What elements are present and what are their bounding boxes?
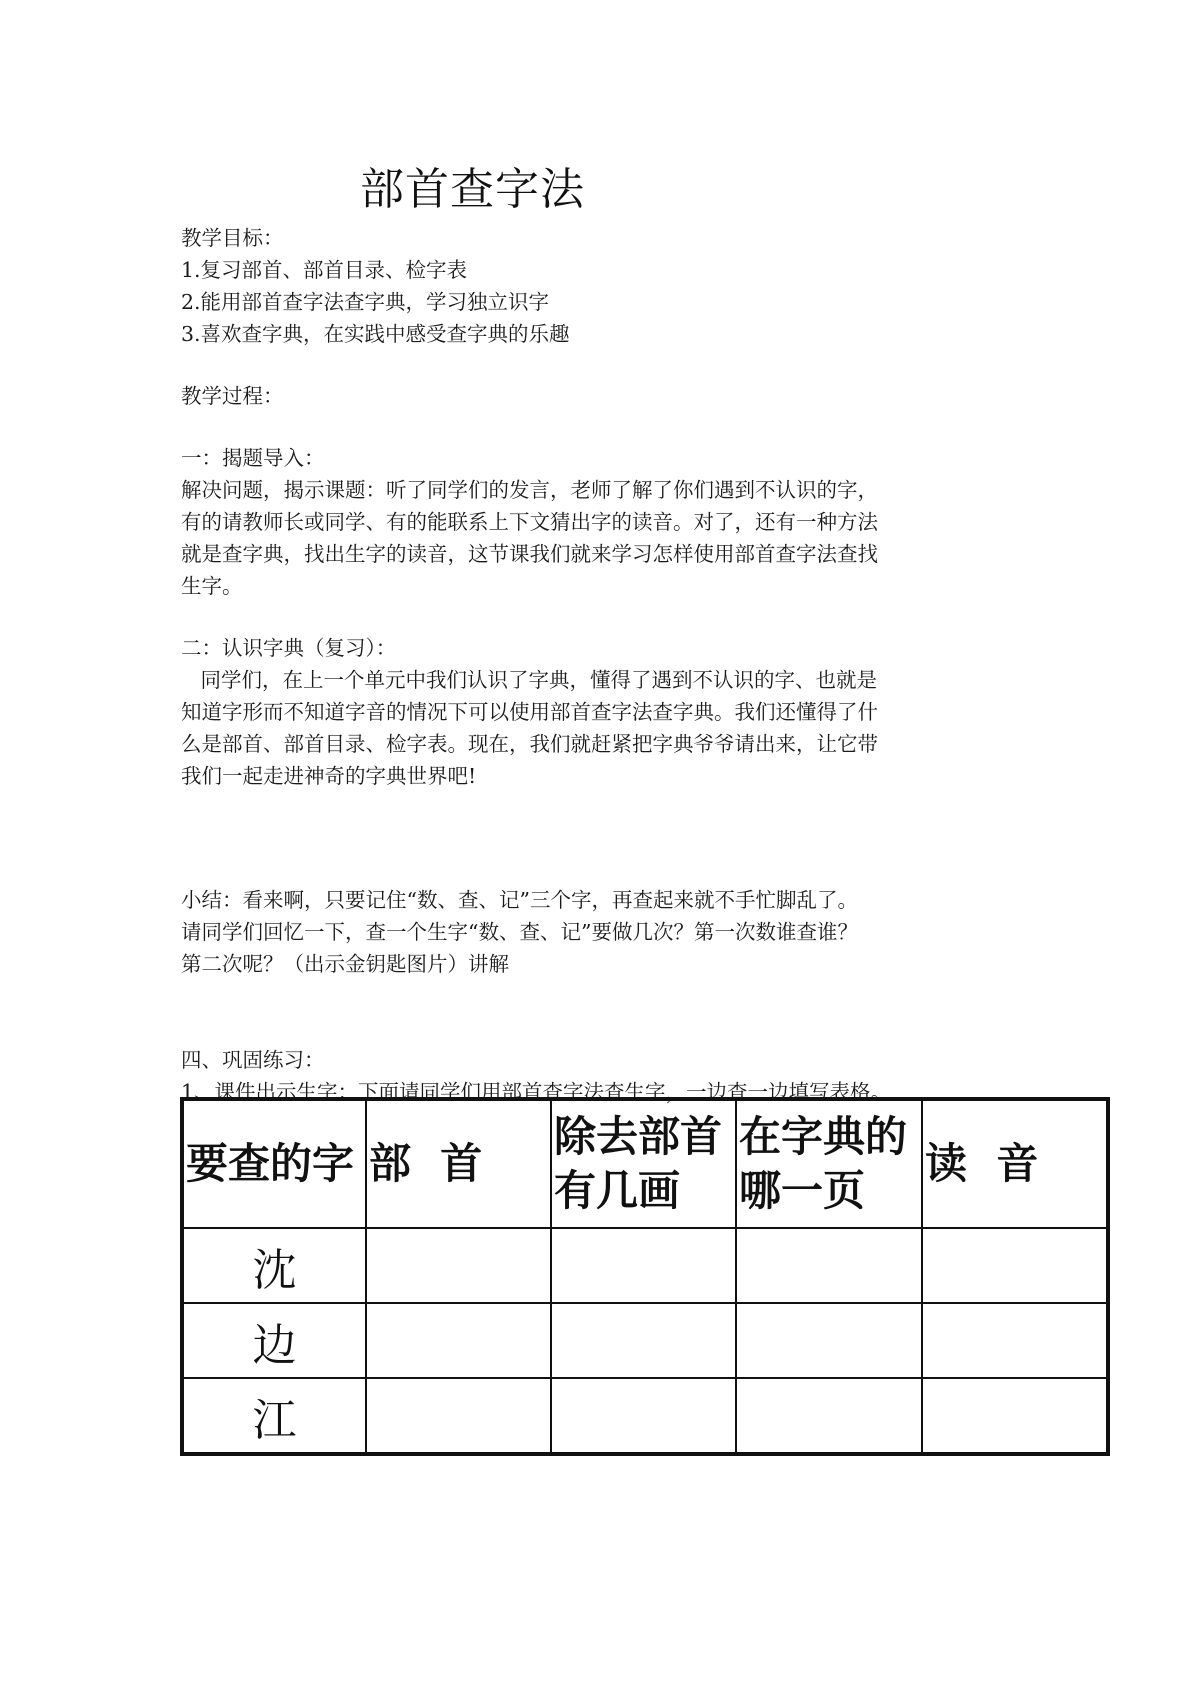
practice-table-wrapper (180, 1097, 1106, 1456)
header-cell-page (736, 1099, 922, 1228)
radical-cell (366, 1378, 551, 1454)
header-page-line2: 哪一页 (739, 1166, 866, 1215)
radical-cell (366, 1228, 551, 1303)
summary-line-3: 第二次呢？（出示金钥匙图片）讲解 (181, 952, 509, 976)
strokes-cell (551, 1303, 736, 1378)
section1-line-4: 生字。 (181, 574, 243, 598)
header-page-line1: 在字典的 (739, 1112, 908, 1161)
pronunciation-cell (922, 1228, 1108, 1303)
pronunciation-cell (922, 1303, 1108, 1378)
radical-cell (366, 1303, 551, 1378)
section4-instruction: 1、课件出示生字：下面请同学们用部首查字法查生字，一边查一边填写表格。 (181, 1080, 892, 1104)
objective-item-3: 3.喜欢查字典，在实践中感受查字典的乐趣 (181, 322, 570, 346)
document-body (181, 222, 1021, 1108)
summary-line-2: 请同学们回忆一下，查一个生字“数、查、记”要做几次？第一次数谁查谁？ (181, 920, 858, 944)
char-cell: 江 (182, 1378, 366, 1454)
page-cell (736, 1228, 922, 1303)
section2-line-2: 知道字形而不知道字音的情况下可以使用部首查字法查字典。我们还懂得了什 (181, 700, 878, 724)
char-cell: 边 (182, 1303, 366, 1378)
strokes-cell (551, 1228, 736, 1303)
document-title: 部首查字法 (360, 164, 585, 215)
section4-heading: 四、巩固练习： (181, 1048, 325, 1072)
objective-item-1: 1.复习部首、部首目录、检字表 (181, 258, 468, 282)
header-strokes-line2: 有几画 (554, 1166, 681, 1215)
header-cell-char (182, 1099, 366, 1228)
header-cell-pronunciation (922, 1099, 1108, 1228)
table-header-row (182, 1099, 1108, 1228)
char-cell: 沈 (182, 1228, 366, 1303)
strokes-cell (551, 1378, 736, 1454)
practice-table (180, 1097, 1110, 1456)
header-radical-line1: 部 首 (369, 1139, 483, 1188)
objective-item-2: 2.能用部首查字法查字典，学习独立识字 (181, 290, 550, 314)
section2-line-4: 我们一起走进神奇的字典世界吧! (181, 764, 477, 788)
section2-line-3: 么是部首、部首目录、检字表。现在，我们就赶紧把字典爷爷请出来，让它带 (181, 732, 878, 756)
section1-heading: 一：揭题导入： (181, 446, 325, 470)
table-row (182, 1303, 1108, 1378)
section1-line-1: 解决问题，揭示课题：听了同学们的发言，老师了解了你们遇到不认识的字， (181, 478, 878, 502)
header-cell-radical (366, 1099, 551, 1228)
header-pronunciation-line1: 读 音 (925, 1139, 1039, 1188)
table-row (182, 1378, 1108, 1454)
header-char-line1: 要查的字 (186, 1139, 355, 1188)
header-cell-strokes (551, 1099, 736, 1228)
objectives-heading: 教学目标： (181, 226, 284, 250)
section1-line-2: 有的请教师长或同学、有的能联系上下文猜出字的读音。对了，还有一种方法 (181, 510, 878, 534)
section2-heading: 二：认识字典（复习）： (181, 636, 397, 660)
page-cell (736, 1303, 922, 1378)
section1-line-3: 就是查字典，找出生字的读音，这节课我们就来学习怎样使用部首查字法查找 (181, 542, 878, 566)
pronunciation-cell (922, 1378, 1108, 1454)
table-row (182, 1228, 1108, 1303)
page-cell (736, 1378, 922, 1454)
process-heading: 教学过程： (181, 384, 284, 408)
summary-line-1: 小结：看来啊，只要记住“数、查、记”三个字，再查起来就不手忙脚乱了。 (181, 888, 858, 912)
header-strokes-line1: 除去部首 (554, 1112, 723, 1161)
section2-line-1: 同学们，在上一个单元中我们认识了字典，懂得了遇到不认识的字、也就是 (181, 668, 878, 692)
